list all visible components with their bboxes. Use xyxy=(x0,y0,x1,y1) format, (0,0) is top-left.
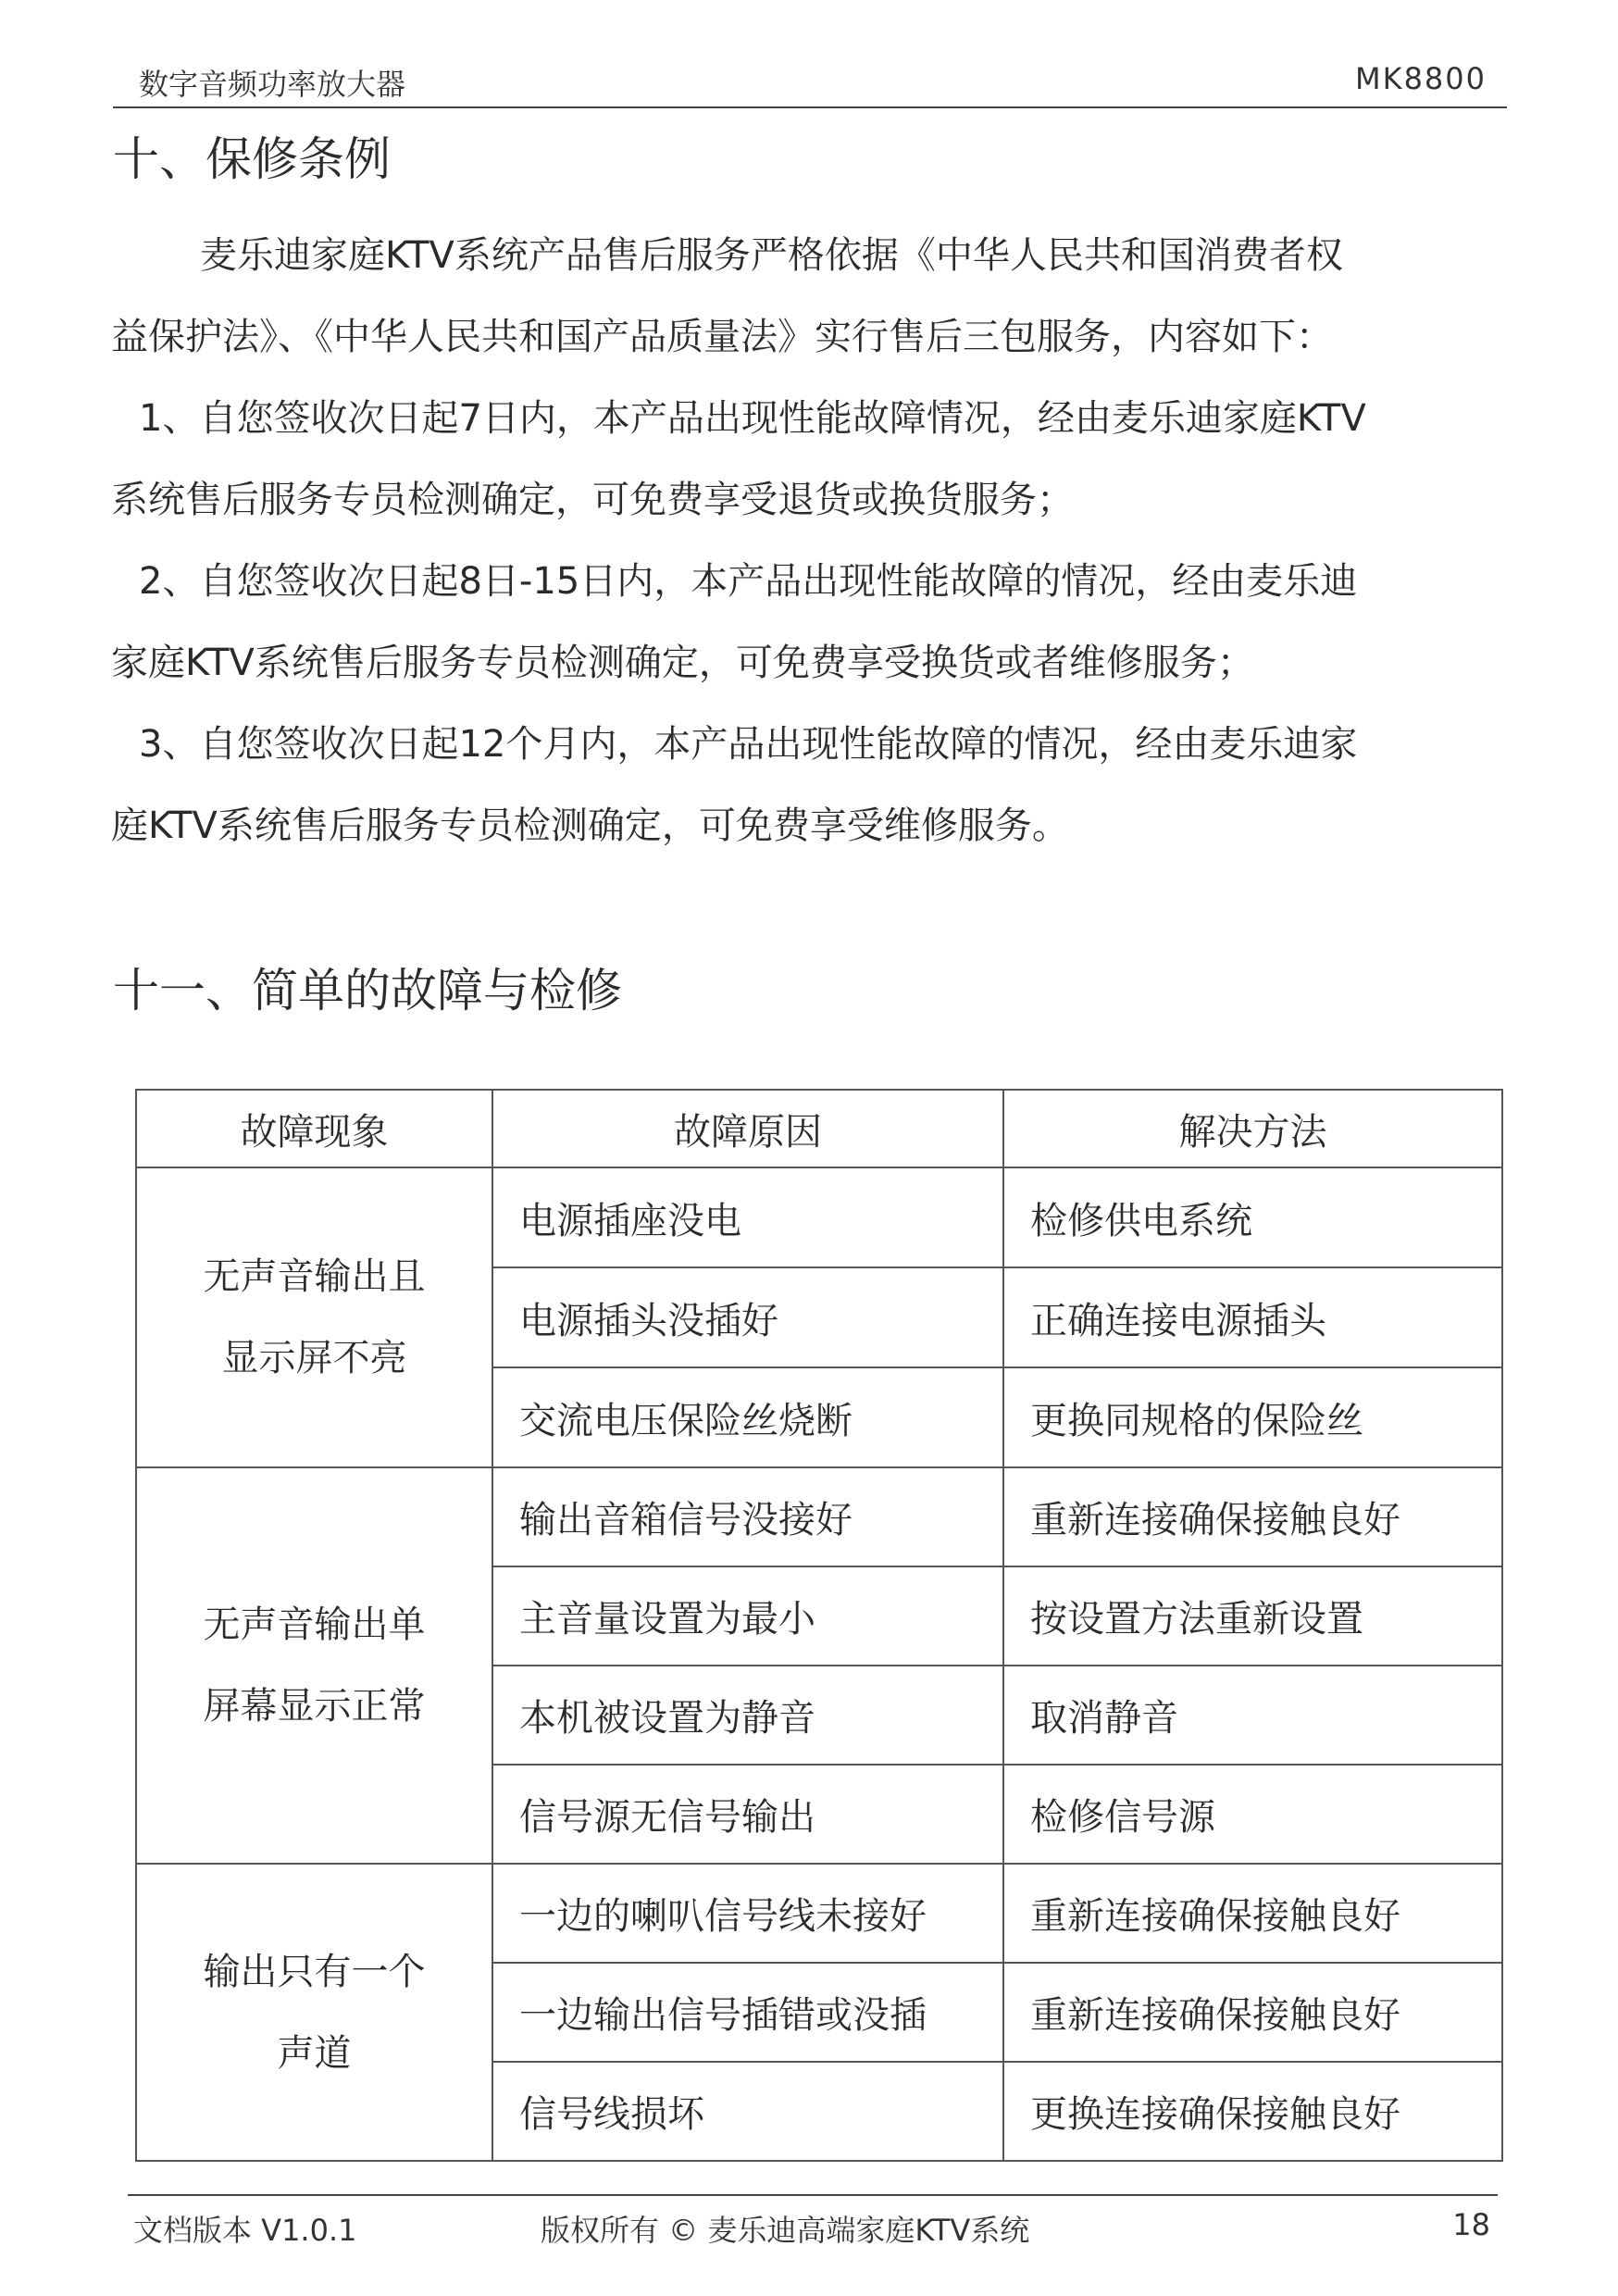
cause-cell: 交流电压保险丝烧断 xyxy=(492,1367,1003,1467)
warranty-intro xyxy=(111,215,1518,378)
symptom-line: 无声音输出且 xyxy=(203,1255,426,1298)
footer-divider xyxy=(128,2194,1498,2196)
solution-cell: 重新连接确保接触良好 xyxy=(1003,1467,1502,1566)
solution-cell: 检修信号源 xyxy=(1003,1765,1502,1864)
fault-group-3 xyxy=(136,1864,1502,2161)
solution-cell: 正确连接电源插头 xyxy=(1003,1267,1502,1367)
section-title-warranty: 十、保修条例 xyxy=(113,132,391,186)
cause-cell: 电源插座没电 xyxy=(492,1167,1003,1267)
symptom-line: 屏幕显示正常 xyxy=(203,1685,426,1728)
header-divider xyxy=(113,106,1507,108)
troubleshooting-table xyxy=(135,1089,1503,2162)
warranty-item-1-line1: 1、自您签收次日起7日内，本产品出现性能故障情况，经由麦乐迪家庭KTV xyxy=(139,397,1366,440)
cause-cell: 电源插头没插好 xyxy=(492,1267,1003,1367)
cause-cell: 主音量设置为最小 xyxy=(492,1566,1003,1666)
section-title-troubleshooting: 十一、简单的故障与检修 xyxy=(113,964,622,1017)
symptom-cell xyxy=(136,1467,492,1864)
symptom-line: 显示屏不亮 xyxy=(221,1337,407,1379)
header-title: 数字音频功率放大器 xyxy=(139,67,406,102)
table-header-solution: 解决方法 xyxy=(1003,1090,1502,1167)
table-row xyxy=(136,1467,1502,1566)
cause-cell: 一边输出信号插错或没插 xyxy=(492,1963,1003,2062)
footer-version: 文档版本 V1.0.1 xyxy=(133,2213,357,2248)
solution-cell: 按设置方法重新设置 xyxy=(1003,1566,1502,1666)
cause-cell: 信号线损坏 xyxy=(492,2062,1003,2161)
fault-group-2 xyxy=(136,1467,1502,1864)
warranty-item-3 xyxy=(111,704,1518,867)
table-header-symptom: 故障现象 xyxy=(136,1090,492,1167)
warranty-intro-line1: 麦乐迪家庭KTV系统产品售后服务严格依据《中华人民共和国消费者权 xyxy=(200,234,1343,277)
cause-cell: 一边的喇叭信号线未接好 xyxy=(492,1864,1003,1963)
table-header-cause: 故障原因 xyxy=(492,1090,1003,1167)
solution-cell: 更换连接确保接触良好 xyxy=(1003,2062,1502,2161)
warranty-item-1-line2: 系统售后服务专员检测确定，可免费享受退货或换货服务； xyxy=(111,479,1074,521)
solution-cell: 重新连接确保接触良好 xyxy=(1003,1963,1502,2062)
solution-cell: 重新连接确保接触良好 xyxy=(1003,1864,1502,1963)
footer-copyright: 版权所有 © 麦乐迪高端家庭KTV系统 xyxy=(541,2213,1030,2248)
cause-cell: 信号源无信号输出 xyxy=(492,1765,1003,1864)
symptom-line: 无声音输出单 xyxy=(203,1603,426,1646)
warranty-item-3-line1: 3、自您签收次日起12个月内，本产品出现性能故障的情况，经由麦乐迪家 xyxy=(139,723,1358,766)
table-row xyxy=(136,1864,1502,1963)
cause-cell: 本机被设置为静音 xyxy=(492,1666,1003,1765)
solution-cell: 更换同规格的保险丝 xyxy=(1003,1367,1502,1467)
warranty-item-1 xyxy=(111,378,1518,541)
symptom-cell xyxy=(136,1167,492,1467)
warranty-item-2-line2: 家庭KTV系统售后服务专员检测确定，可免费享受换货或者维修服务； xyxy=(111,642,1254,684)
warranty-item-3-line2: 庭KTV系统售后服务专员检测确定，可免费享受维修服务。 xyxy=(111,805,1069,847)
symptom-line: 输出只有一个 xyxy=(203,1950,426,1993)
warranty-item-2 xyxy=(111,541,1518,704)
warranty-intro-line2: 益保护法》、《中华人民共和国产品质量法》实行售后三包服务，内容如下： xyxy=(111,316,1333,358)
symptom-cell xyxy=(136,1864,492,2161)
solution-cell: 取消静音 xyxy=(1003,1666,1502,1765)
page-number: 18 xyxy=(1452,2207,1490,2242)
fault-group-1 xyxy=(136,1167,1502,1467)
table-row xyxy=(136,1167,1502,1267)
symptom-line: 声道 xyxy=(277,2031,352,2075)
solution-cell: 检修供电系统 xyxy=(1003,1167,1502,1267)
warranty-item-2-line1: 2、自您签收次日起8日-15日内，本产品出现性能故障的情况，经由麦乐迪 xyxy=(139,560,1358,603)
table-header-row xyxy=(136,1090,1502,1167)
cause-cell: 输出音箱信号没接好 xyxy=(492,1467,1003,1566)
header-model: MK8800 xyxy=(1354,61,1487,96)
